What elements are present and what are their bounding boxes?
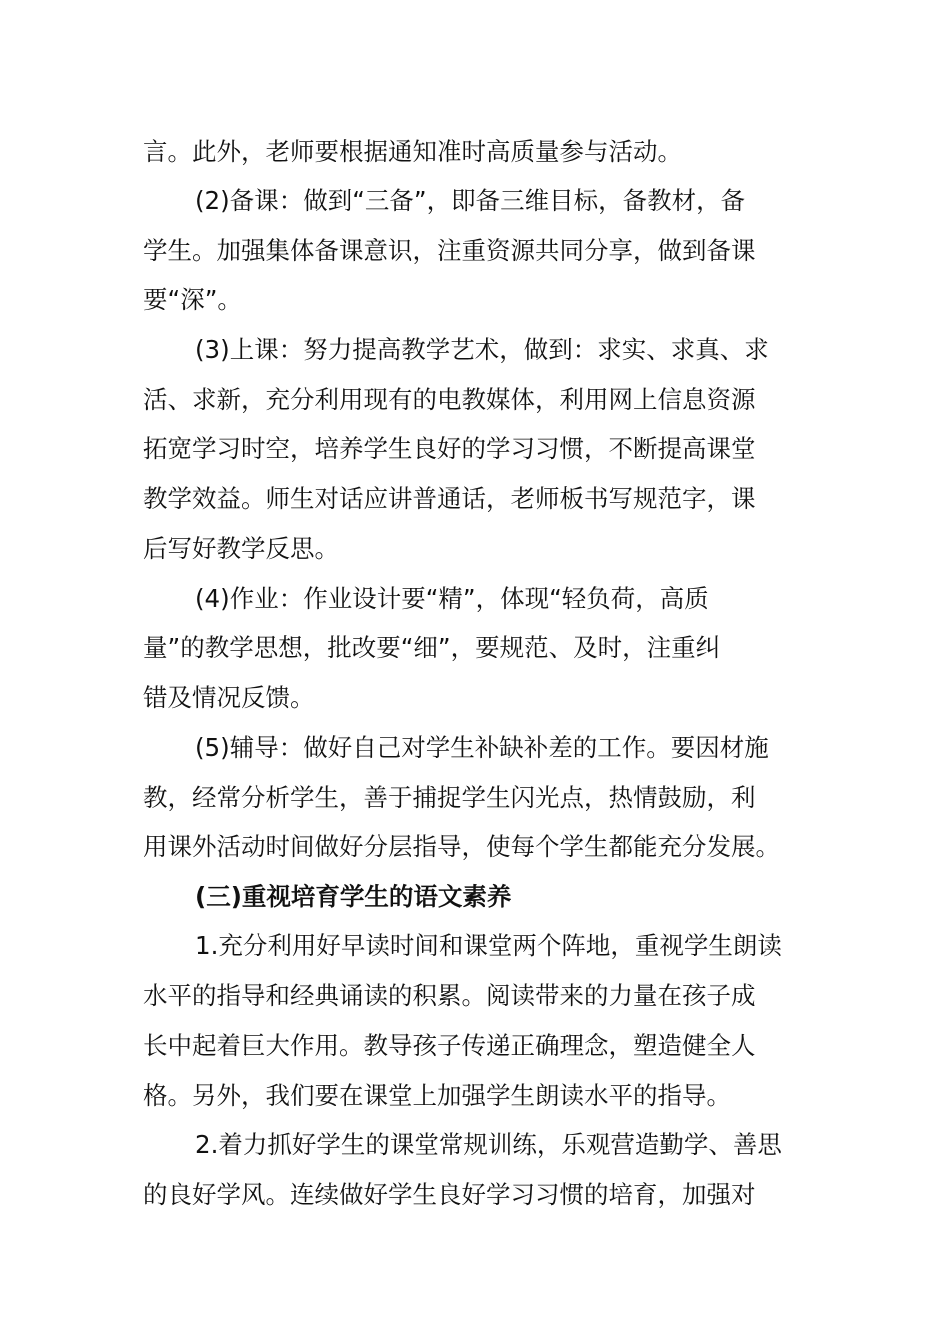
section-heading: (三)重视培育学生的语文素养	[195, 882, 512, 911]
text-line: 活、求新，充分利用现有的电教媒体，利用网上信息资源	[143, 385, 756, 414]
text-line: 教学效益。师生对话应讲普通话，老师板书写规范字，课	[143, 484, 756, 513]
text-line: 量”的教学思想，批改要“细”，要规范、及时，注重纠	[143, 633, 721, 662]
text-line: 后写好教学反思。	[143, 534, 339, 563]
text-line: (3)上课：努力提高教学艺术，做到：求实、求真、求	[195, 335, 769, 364]
text-line: 水平的指导和经典诵读的积累。阅读带来的力量在孩子成	[143, 981, 756, 1010]
text-line: 用课外活动时间做好分层指导，使每个学生都能充分发展。	[143, 832, 780, 861]
text-line: 1.充分利用好早读时间和课堂两个阵地，重视学生朗读	[195, 931, 782, 960]
text-line: 教，经常分析学生，善于捕捉学生闪光点，热情鼓励，利	[143, 783, 756, 812]
text-line: 错及情况反馈。	[143, 683, 315, 712]
text-line: 格。另外，我们要在课堂上加强学生朗读水平的指导。	[143, 1081, 731, 1110]
text-line: (2)备课：做到“三备”，即备三维目标，备教材，备	[195, 186, 746, 215]
text-line: 拓宽学习时空，培养学生良好的学习习惯，不断提高课堂	[143, 434, 756, 463]
text-line: (4)作业：作业设计要“精”，体现“轻负荷，高质	[195, 584, 709, 613]
text-line: 2.着力抓好学生的课堂常规训练，乐观营造勤学、善思	[195, 1130, 782, 1159]
text-line: 要“深”。	[143, 285, 242, 314]
text-line: 的良好学风。连续做好学生良好学习习惯的培育，加强对	[143, 1180, 756, 1209]
text-line: 学生。加强集体备课意识，注重资源共同分享，做到备课	[143, 236, 756, 265]
text-line: (5)辅导：做好自己对学生补缺补差的工作。要因材施	[195, 733, 769, 762]
text-line: 言。此外，老师要根据通知准时高质量参与活动。	[143, 137, 682, 166]
text-line: 长中起着巨大作用。教导孩子传递正确理念，塑造健全人	[143, 1031, 756, 1060]
